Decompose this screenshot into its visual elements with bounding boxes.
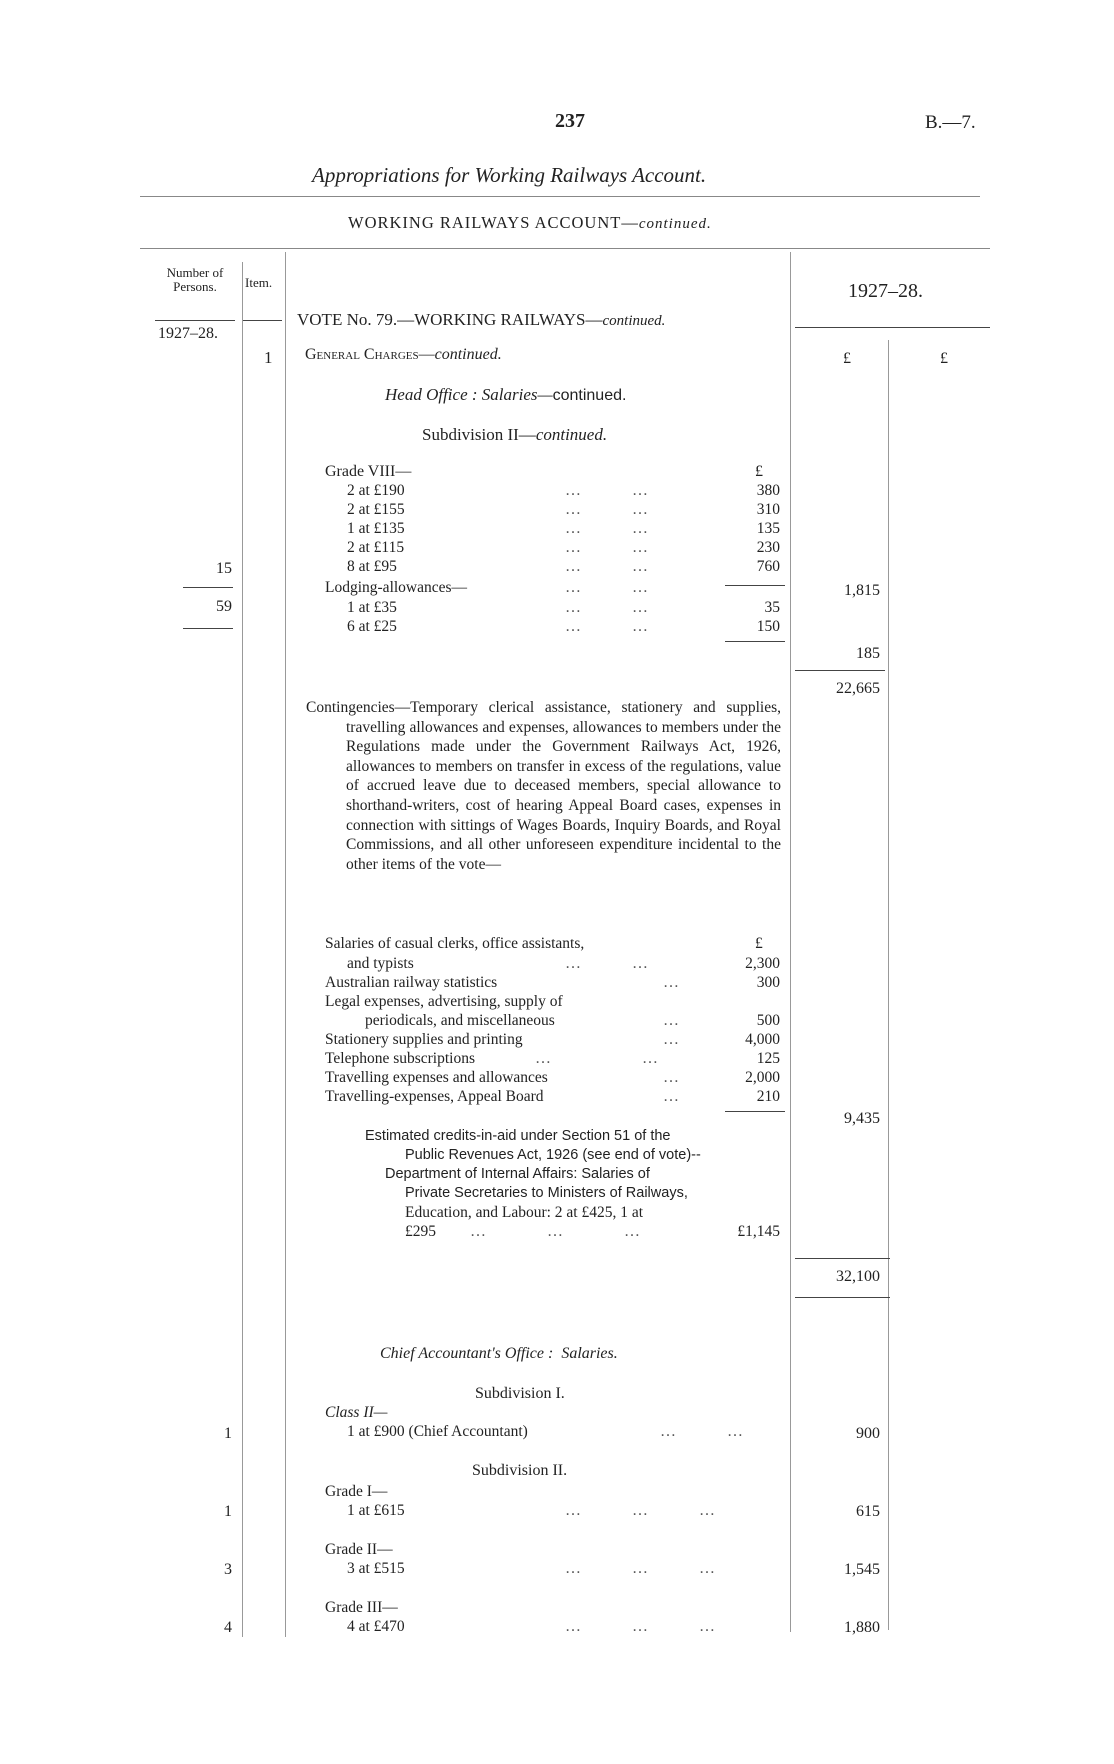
grade-row-amount: 1,545	[844, 1561, 880, 1578]
leader-dots: …	[663, 1031, 680, 1048]
grade-row-amount: 380	[756, 482, 780, 499]
persons-total: 59	[216, 598, 232, 615]
leader-dots: … …	[565, 539, 649, 556]
chief-accountant-label: Chief Accountant's Office :	[380, 1345, 554, 1362]
section-subtitle-main: WORKING RAILWAYS ACCOUNT—	[348, 213, 639, 232]
contingency-item-label: Legal expenses, advertising, supply of	[325, 993, 563, 1010]
amount-col-left-rule	[790, 252, 791, 1632]
page-title: Appropriations for Working Railways Account.	[312, 163, 707, 187]
head-office-heading	[385, 385, 626, 405]
section-subtitle-cont: continued.	[638, 216, 712, 232]
grade-row-label: 4 at £470	[347, 1618, 405, 1635]
grand-total: 32,100	[836, 1268, 880, 1285]
grand-total-bottom-rule	[795, 1297, 890, 1298]
lodging-label: Lodging-allowances—	[325, 579, 468, 596]
contingency-item-amount: 300	[756, 974, 780, 991]
general-charges-cont: continued.	[434, 346, 502, 363]
general-charges	[305, 346, 502, 364]
lodging-row-label: 6 at £25	[347, 618, 397, 635]
vote-title	[297, 310, 665, 330]
item-header: Item.	[245, 275, 273, 290]
item-number: 1	[264, 348, 273, 367]
contingency-item-label: Travelling expenses and allowances	[325, 1069, 548, 1086]
grade-persons: 4	[224, 1619, 232, 1636]
leader-dots: … …	[565, 482, 649, 499]
lodging-row-amount: 35	[764, 599, 780, 616]
grade-label: Grade I—	[325, 1483, 388, 1500]
contingency-item-amount: 4,000	[745, 1031, 780, 1048]
subdivision-ii-label: Subdivision II—	[422, 425, 536, 444]
salaries-total-rule	[795, 670, 885, 671]
page-number: 237	[555, 110, 585, 132]
grade-row-label: 2 at £155	[347, 501, 405, 518]
leader-dots: … …	[565, 599, 649, 616]
pound-col1: £	[843, 350, 851, 367]
amount-col-mid-rule	[888, 340, 889, 1630]
persons-year-label: 1927–28.	[158, 325, 218, 342]
leader-dots: … …	[565, 618, 649, 635]
leader-dots: … …	[535, 1050, 659, 1067]
grade-row-label: 3 at £515	[347, 1560, 405, 1577]
grade-viii-pound: £	[755, 463, 763, 480]
leader-dots: … …	[660, 1423, 744, 1440]
leader-dots: … … …	[470, 1223, 641, 1240]
credits-line: Public Revenues Act, 1926 (see end of vote)--	[405, 1147, 701, 1163]
item-header-rule	[242, 320, 282, 321]
contingency-item-amount: 125	[756, 1050, 780, 1067]
grade-label: Grade III—	[325, 1599, 398, 1616]
credits-line: Estimated credits-in-aid under Section 51 of the	[365, 1128, 671, 1144]
persons-subtotal: 15	[216, 560, 232, 577]
persons-total-rule	[183, 628, 233, 629]
persons-subtotal-rule	[183, 587, 233, 588]
contingency-item-label: Salaries of casual clerks, office assistants,	[325, 935, 585, 952]
contingency-item-label: Stationery supplies and printing	[325, 1031, 523, 1048]
grade-row-label: 2 at £115	[347, 539, 405, 556]
contingencies-total: 9,435	[844, 1110, 880, 1127]
contingency-item-label: Telephone subscriptions	[325, 1050, 476, 1067]
number-of-persons-header: Number of Persons.	[166, 265, 224, 294]
grade-persons: 1	[224, 1503, 232, 1520]
class-row-persons: 1	[224, 1425, 232, 1442]
contingency-pound: £	[755, 935, 763, 952]
lodging-row-amount: 150	[756, 618, 780, 635]
general-charges-label: General Charges—	[305, 346, 435, 363]
grade-subtotal-rule	[725, 585, 785, 586]
contingency-item-label2: periodicals, and miscellaneous	[365, 1012, 555, 1029]
lodging-row-label: 1 at £35	[347, 599, 397, 616]
grade-row-label: 1 at £135	[347, 520, 405, 537]
document-code: B.—7.	[925, 112, 976, 133]
leader-dots: … …	[565, 955, 649, 972]
contingency-subtotal-rule	[725, 1111, 785, 1112]
chief-accountant-heading	[380, 1345, 618, 1363]
leader-dots: … … …	[565, 1618, 716, 1635]
contingency-item-label: Australian railway statistics	[325, 974, 498, 991]
grade-row-amount: 310	[756, 501, 780, 518]
head-office-cont: continued.	[552, 387, 627, 404]
grade-row-label: 1 at £615	[347, 1502, 405, 1519]
contingency-item-amount: 2,000	[745, 1069, 780, 1086]
credits-amount: £1,145	[737, 1223, 780, 1240]
leader-dots: …	[663, 974, 680, 991]
lodging-total: 185	[856, 645, 880, 662]
leader-dots: … … …	[565, 1502, 716, 1519]
subdivision-ii-heading	[422, 425, 607, 445]
grade-row-amount: 230	[756, 539, 780, 556]
credits-line: Department of Internal Affairs: Salaries of	[385, 1166, 650, 1182]
grade-viii-label: Grade VIII—	[325, 463, 412, 480]
contingencies-paragraph: Contingencies—Temporary clerical assistance, stationery and supplies, travelling allowances and expenses, allowances to members under the Regulations made under the Government Railways Act, 1926, allowances to members on transfer in excess of the regulations, value of accrued leave due to deceased members, special allowance to shorthand-writers, cost of hearing Appeal Board cases, expenses in connection with sittings of Wages Boards, Inquiry Boards, and Royal Commissions, and all other unforeseen expenditure incidental to the other items of the vote—	[306, 699, 781, 873]
leader-dots: …	[663, 1069, 680, 1086]
grade-row-amount: 1,880	[844, 1619, 880, 1636]
chief-accountant-salaries: Salaries.	[561, 1345, 618, 1362]
leader-dots: …	[663, 1012, 680, 1029]
grade-row-amount: 135	[756, 520, 780, 537]
item-col-right-rule	[285, 252, 286, 1637]
contingency-item-amount: 2,300	[745, 955, 780, 972]
credits-line: Education, and Labour: 2 at £425, 1 at	[405, 1204, 644, 1221]
pound-col2: £	[940, 350, 948, 367]
vote-title-cont: continued.	[602, 313, 666, 329]
salaries-total: 22,665	[836, 680, 880, 697]
leader-dots: … …	[565, 558, 649, 575]
subdivision-i-heading: Subdivision I.	[475, 1385, 565, 1402]
lodging-subtotal-rule	[725, 641, 785, 642]
leader-dots: … …	[565, 579, 649, 596]
leader-dots: … … …	[565, 1560, 716, 1577]
head-office-label: Head Office : Salaries—	[385, 385, 553, 404]
credits-line: Private Secretaries to Ministers of Railways,	[405, 1185, 688, 1201]
contingency-item-amount: 210	[756, 1088, 780, 1105]
class-row-label: 1 at £900 (Chief Accountant)	[347, 1423, 528, 1440]
subdivision-ii-cont: continued.	[535, 425, 608, 444]
vote-title-main: VOTE No. 79.—WORKING RAILWAYS—	[297, 310, 603, 329]
persons-header-rule	[155, 320, 235, 321]
class-ii-label: Class II—	[325, 1404, 388, 1421]
credits-last-label: £295	[405, 1223, 436, 1240]
grade-row-label: 8 at £95	[347, 558, 397, 575]
class-row-amount: 900	[856, 1425, 880, 1442]
grade-persons: 3	[224, 1561, 232, 1578]
grade-label: Grade II—	[325, 1541, 393, 1558]
contingency-item-label2: and typists	[347, 955, 414, 972]
contingency-item-label: Travelling-expenses, Appeal Board	[325, 1088, 544, 1105]
title-rule	[140, 196, 980, 197]
leader-dots: … …	[565, 501, 649, 518]
grade-row-amount: 615	[856, 1503, 880, 1520]
year-header: 1927–28.	[848, 280, 923, 302]
amount-header-rule	[795, 327, 990, 328]
grand-total-top-rule	[795, 1258, 890, 1259]
table-top-rule	[140, 248, 990, 249]
contingency-item-amount: 500	[756, 1012, 780, 1029]
grade-row-amount: 760	[756, 558, 780, 575]
subdivision-ii-heading-2: Subdivision II.	[472, 1462, 568, 1479]
leader-dots: …	[663, 1088, 680, 1105]
grade-row-label: 2 at £190	[347, 482, 405, 499]
section-subtitle	[348, 213, 712, 233]
grade-viii-total: 1,815	[844, 582, 880, 599]
item-col-left-rule	[242, 262, 243, 1637]
leader-dots: … …	[565, 520, 649, 537]
